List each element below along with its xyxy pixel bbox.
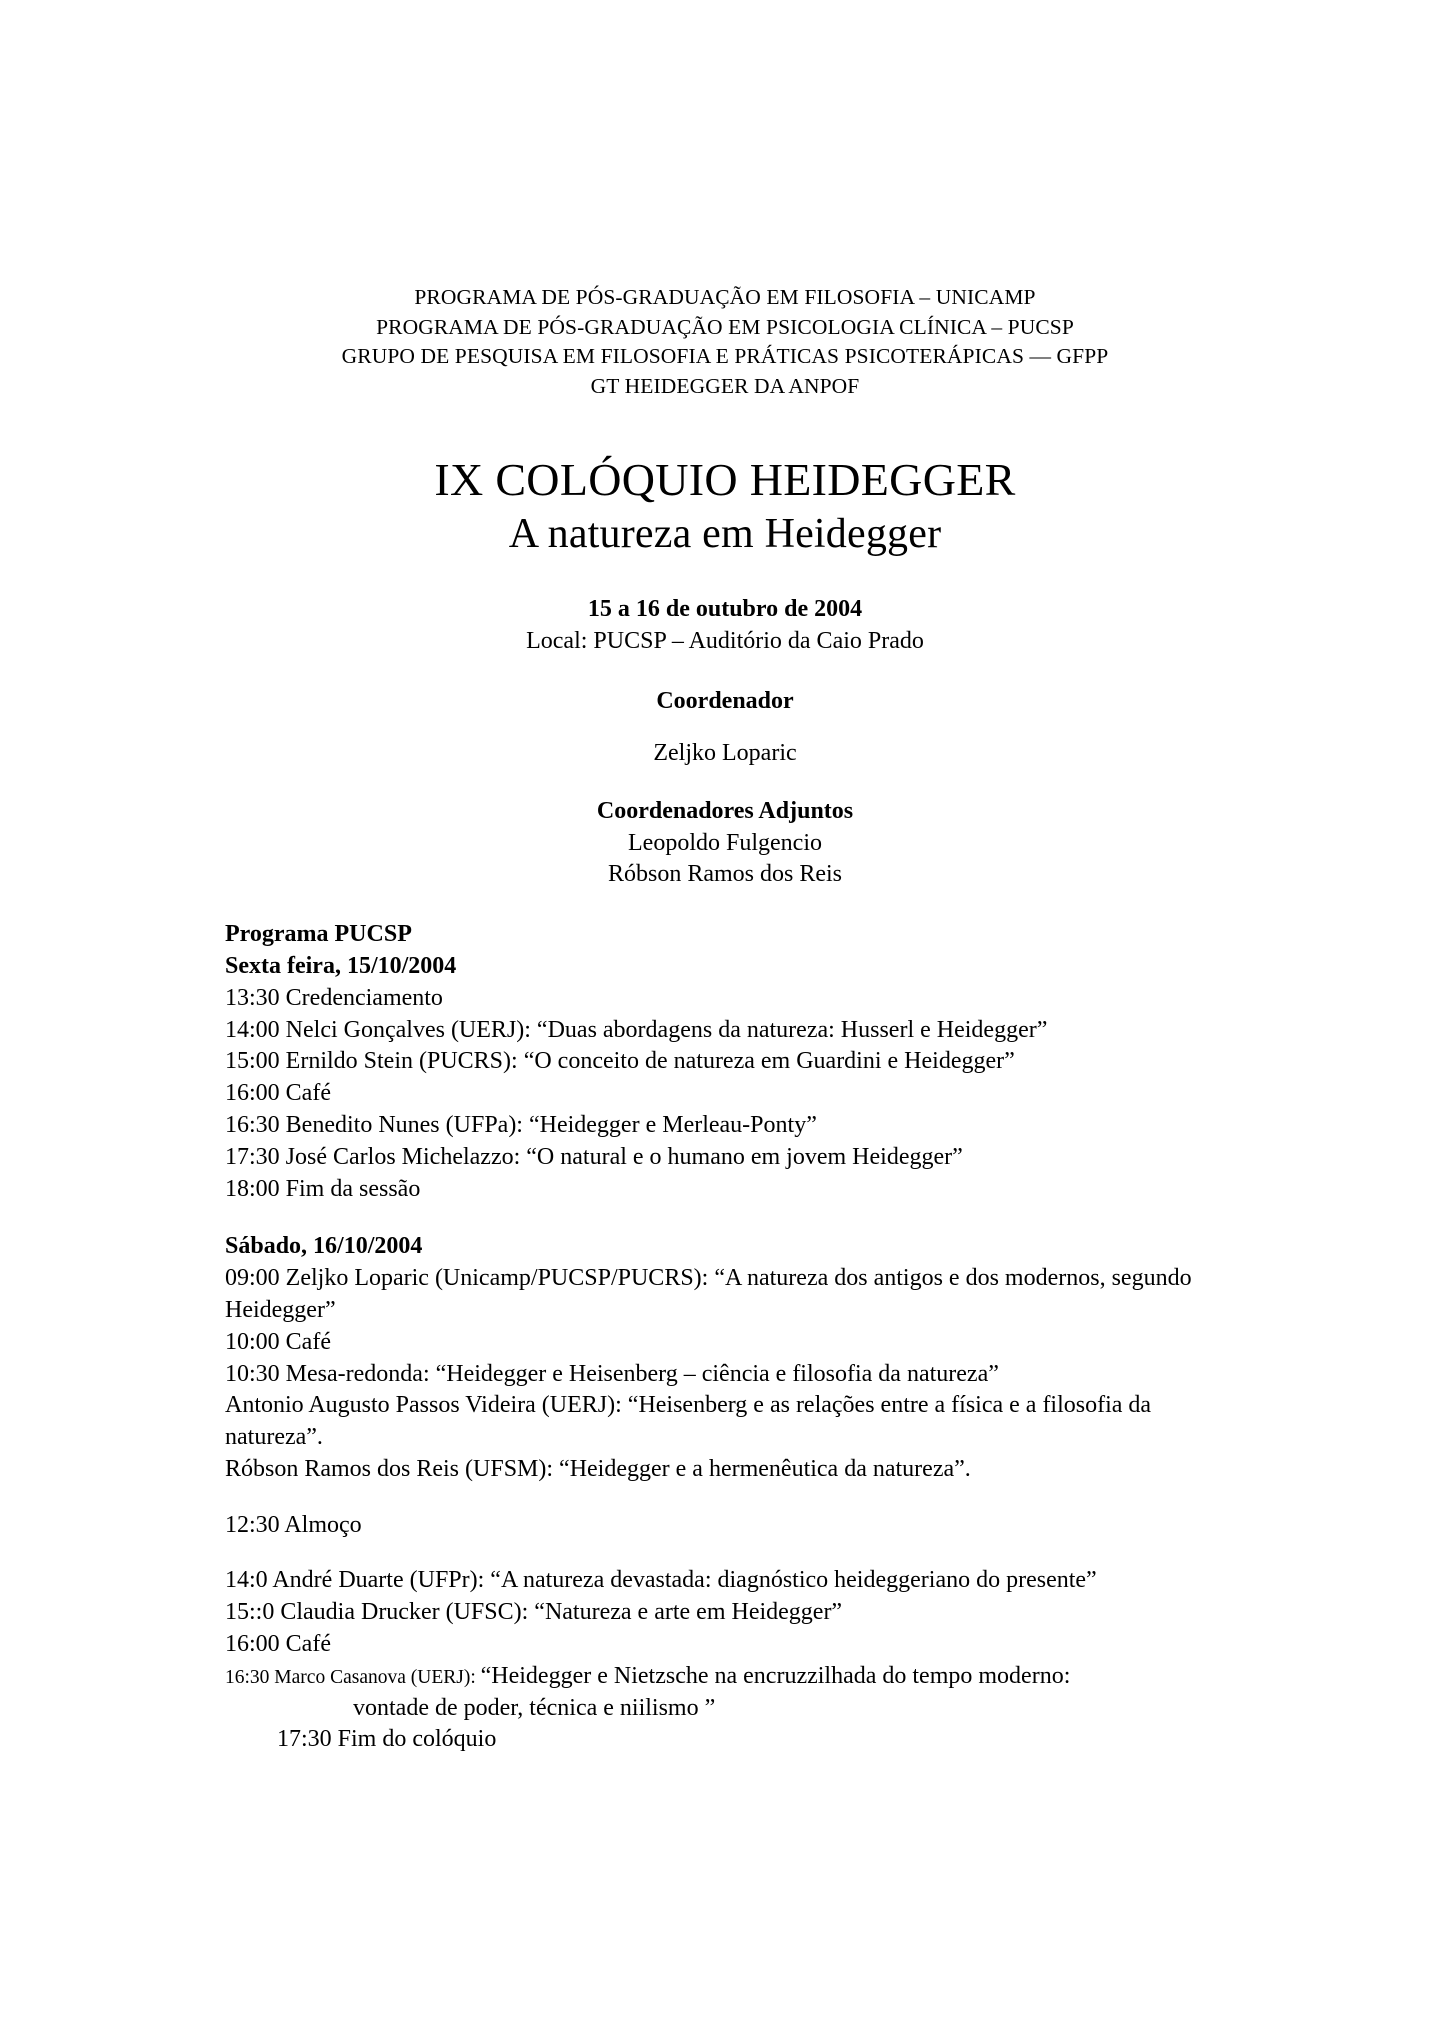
masthead-line-1: PROGRAMA DE PÓS-GRADUAÇÃO EM FILOSOFIA – UNICAMP [414, 285, 1036, 309]
event-meta [225, 594, 1225, 657]
programme-section [225, 919, 1225, 1756]
coordinator-name: Zeljko Loparic [653, 740, 797, 767]
casanova-title: “Heidegger e Nietzsche na encruzzilhada do tempo moderno: [480, 1662, 1071, 1689]
day2-lunch: 12:30 Almoço [225, 1511, 362, 1538]
masthead-line-4: GT HEIDEGGER DA ANPOF [590, 373, 860, 398]
masthead-line-3: GRUPO DE PESQUISA EM FILOSOFIA E PRÁTICAS PSICOTERÁPICAS — GFPP [341, 344, 1109, 369]
masthead [225, 283, 1225, 402]
day1-item: 17:30 José Carlos Michelazzo: “O natural e o humano em jovem Heidegger” [225, 1143, 963, 1170]
casanova-time: 16:30 [225, 1666, 275, 1688]
adjunct-coordinator-2: Róbson Ramos dos Reis [607, 861, 843, 888]
coordinator-label: Coordenador [656, 687, 794, 714]
adjunct-coordinators-label: Coordenadores Adjuntos [596, 798, 854, 825]
day2-afternoon-item: 16:00 Café [225, 1631, 331, 1658]
section-spacer [225, 1541, 1225, 1565]
day2-closing: 17:30 Fim do colóquio [277, 1726, 497, 1753]
section-spacer [225, 1486, 1225, 1510]
event-dates: 15 a 16 de outubro de 2004 [587, 596, 863, 623]
day1-item: 16:00 Café [225, 1080, 331, 1107]
day1-item: 16:30 Benedito Nunes (UFPa): “Heidegger e Merleau-Ponty” [225, 1111, 817, 1138]
day2-afternoon-item: 14:0 André Duarte (UFPr): “A natureza devastada: diagnóstico heideggeriano do presente” [225, 1567, 1097, 1594]
coordinators-block [225, 686, 1225, 891]
day2-afternoon-item: 15::0 Claudia Drucker (UFSC): “Natureza e arte em Heidegger” [225, 1599, 843, 1626]
casanova-speaker: Marco Casanova (UERJ): [274, 1666, 481, 1688]
day1-item: 18:00 Fim da sessão [225, 1175, 421, 1202]
day2-item: Róbson Ramos dos Reis (UFSM): “Heidegger e a hermenêutica da natureza”. [225, 1455, 971, 1482]
day1-heading: Sexta feira, 15/10/2004 [225, 952, 457, 979]
day2-item: Antonio Augusto Passos Videira (UERJ): “Heisenberg e as relações entre a física e a filosofia da natureza”. [225, 1392, 1152, 1451]
title-block [225, 454, 1225, 559]
event-venue: Local: PUCSP – Auditório da Caio Prado [526, 628, 924, 655]
programme-heading: Programa PUCSP [225, 921, 412, 948]
masthead-line-2: PROGRAMA DE PÓS-GRADUAÇÃO EM PSICOLOGIA CLÍNICA – PUCSP [376, 314, 1074, 339]
day2-casanova-line [225, 1661, 1225, 1693]
document-content [225, 283, 1225, 1756]
adjunct-coordinator-1: Leopoldo Fulgencio [628, 829, 822, 856]
day1-item: 14:00 Nelci Gonçalves (UERJ): “Duas abordagens da natureza: Husserl e Heidegger” [225, 1016, 1048, 1043]
day1-item: 13:30 Credenciamento [225, 984, 443, 1011]
day2-heading: Sábado, 16/10/2004 [225, 1233, 423, 1260]
page-subtitle: A natureza em Heidegger [508, 511, 942, 558]
day2-item: 10:00 Café [225, 1328, 331, 1355]
day2-item: 09:00 Zeljko Loparic (Unicamp/PUCSP/PUCRS): “A natureza dos antigos e dos modernos, segundo Heidegger” [225, 1265, 1192, 1323]
page-title: IX COLÓQUIO HEIDEGGER [434, 453, 1016, 505]
casanova-title-continuation: vontade de poder, técnica e niilismo ” [353, 1694, 716, 1721]
day2-item: 10:30 Mesa-redonda: “Heidegger e Heisenberg – ciência e filosofia da natureza” [225, 1360, 999, 1387]
day1-item: 15:00 Ernildo Stein (PUCRS): “O conceito de natureza em Guardini e Heidegger” [225, 1048, 1015, 1075]
section-spacer [225, 1205, 1225, 1231]
